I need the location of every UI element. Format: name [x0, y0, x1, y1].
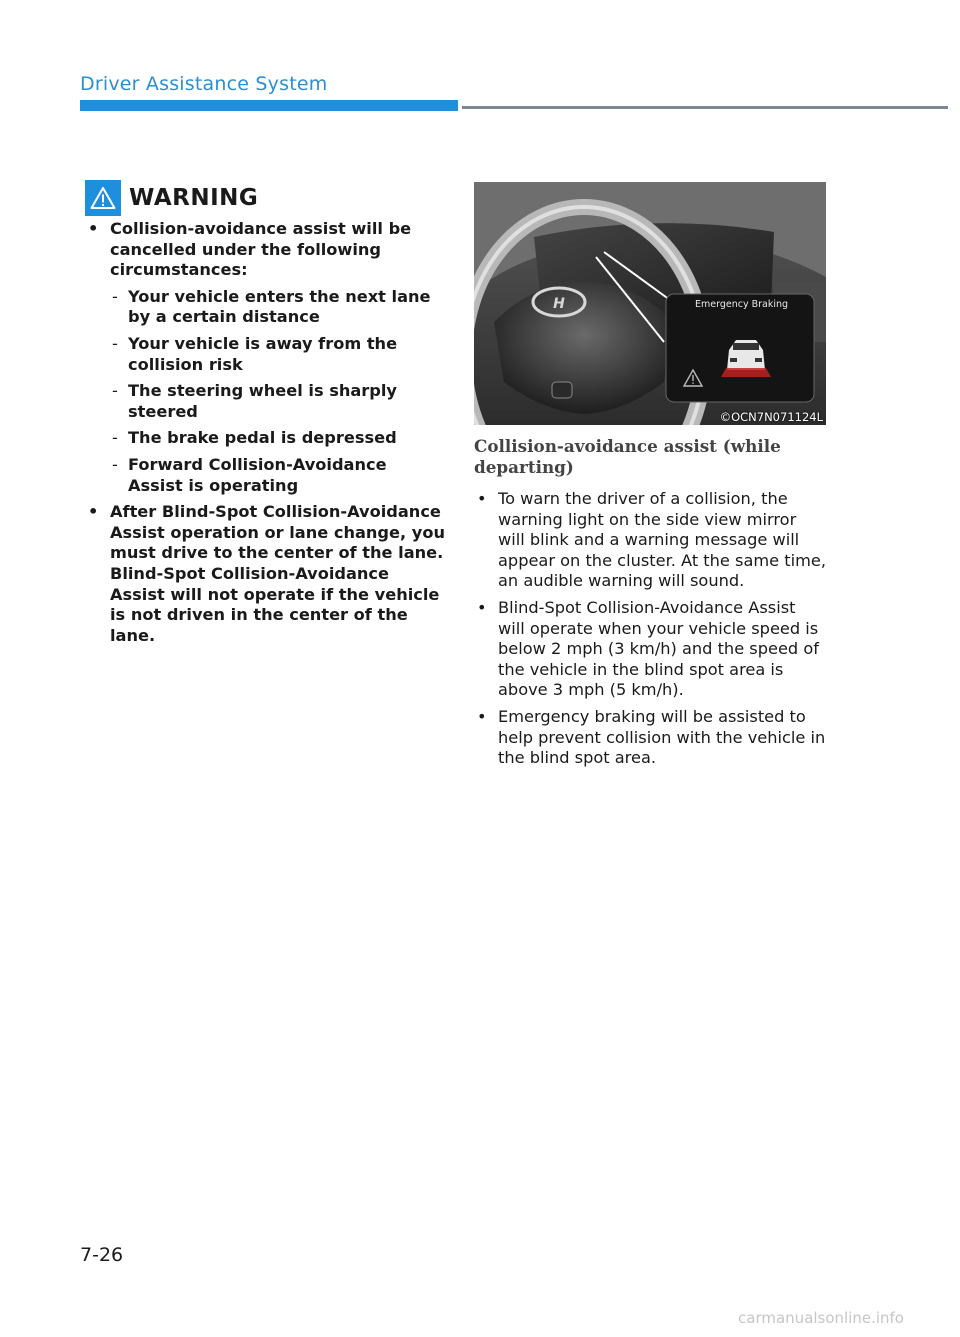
warning-header [85, 180, 258, 216]
section-item-text: To warn the driver of a collision, the warning light on the side view mirror will blink and a warning message will appear on the cluster. At the same time, an audible warning will sound. [498, 489, 826, 591]
image-code: ©OCN7N071124L [719, 410, 823, 424]
warning-sub-item: - The steering wheel is sharply steered [112, 381, 397, 421]
bullet: • [88, 502, 99, 522]
section-item [474, 707, 826, 769]
warning-sub-item: - The brake pedal is depressed [112, 428, 397, 448]
warning-sub-item-text: Your vehicle is away from the collision risk [128, 333, 398, 374]
warning-sub-item-text: Forward Collision-Avoidance Assist is operating [128, 454, 387, 495]
warning-item-text: Collision-avoidance assist will be cancelled under the following circumstances: [110, 219, 412, 280]
popup-label: Emergency Braking [695, 299, 789, 310]
warning-triangle-icon [85, 180, 121, 216]
section-item [474, 489, 826, 592]
bullet: • [477, 597, 487, 617]
header-rule [462, 106, 948, 109]
warning-sub-item-text: The brake pedal is depressed [128, 428, 397, 448]
warning-title: WARNING [129, 185, 259, 211]
page-number: 7-26 [80, 1244, 124, 1266]
warning-item [85, 219, 445, 496]
section-title: Driver Assistance System [80, 73, 328, 95]
warning-sub-item: - Your vehicle is away from the collision risk [112, 333, 398, 374]
section-list [474, 489, 826, 769]
image-code-text: OCN7N071124L [731, 410, 823, 424]
section-item-text: Emergency braking will be assisted to help prevent collision with the vehicle in the blind spot area. [498, 706, 826, 768]
header-rule-accent [80, 100, 458, 111]
section-heading: Collision-avoidance assist (while departing) [474, 436, 781, 477]
warning-sub-item-text: Your vehicle enters the next lane by a certain distance [128, 286, 431, 327]
warning-sub-item-text: The steering wheel is sharply steered [128, 381, 397, 421]
section-item-text: Blind-Spot Collision-Avoidance Assist will operate when your vehicle speed is below 2 mph (3 km/h) and the speed of the vehicle in the blind spot area is above 3 mph (5 km/h). [498, 597, 819, 700]
section-content [474, 436, 826, 775]
bullet: • [477, 706, 487, 726]
bullet: • [88, 219, 99, 238]
section-item [474, 598, 826, 701]
bullet: • [477, 489, 487, 508]
warning-sub-item: - Your vehicle enters the next lane by a certain distance [112, 286, 431, 327]
dashboard-illustration [474, 182, 826, 425]
watermark: carmanualsonline.info [738, 1309, 904, 1327]
warning-item [85, 502, 445, 646]
warning-list [85, 219, 445, 652]
warning-sub-item: - Forward Collision-Avoidance Assist is operating [112, 454, 387, 495]
warning-item-text: After Blind-Spot Collision-Avoidance Assist operation or lane change, you must drive to the center of the lane. Blind-Spot Collision-Avoidance Assist will not operate if the vehicle is not driven in the center of the lane. [110, 502, 445, 645]
svg-text:H: H [553, 296, 565, 312]
warning-sub-list [110, 287, 445, 496]
